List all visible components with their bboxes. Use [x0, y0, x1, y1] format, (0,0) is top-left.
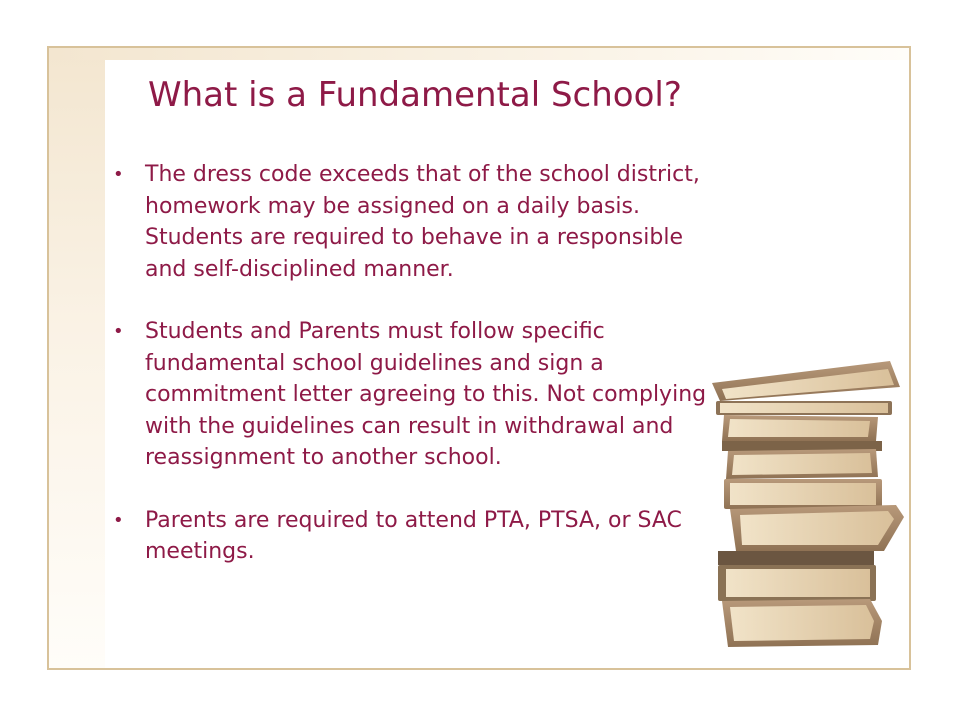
bullet-dot: •: [113, 321, 124, 342]
bullet-item-guidelines: [110, 316, 710, 474]
book: [724, 479, 882, 509]
book: [718, 551, 876, 601]
book: [712, 361, 900, 401]
book: [730, 505, 904, 551]
bullet-text: Parents are required to attend PTA, PTSA, or SAC meetings.: [145, 507, 682, 564]
book-stack-icon: [700, 355, 915, 655]
bullet-dot: •: [113, 164, 124, 185]
slide-title: What is a Fundamental School?: [148, 75, 682, 115]
bullet-item-meetings: [110, 505, 710, 568]
book-stack: [712, 361, 904, 647]
bullet-item-dress-code: [110, 159, 710, 285]
frame-shade-left: [49, 48, 105, 668]
bullet-text: The dress code exceeds that of the school district, homework may be assigned on a daily basis. Students are required to behave in a responsible and self-disciplined manner.: [145, 162, 700, 282]
bullet-list: [110, 159, 710, 568]
book: [726, 449, 878, 479]
book: [722, 415, 878, 441]
book: [716, 401, 892, 415]
frame-shade-top: [49, 48, 909, 60]
bullet-dot: •: [113, 509, 124, 531]
bullet-text: Students and Parents must follow specific fundamental school guidelines and sign a commitment letter agreeing to this. Not complying with the guidelines can result in withdrawal and reassignment to another school.: [145, 319, 707, 470]
book: [722, 599, 882, 647]
